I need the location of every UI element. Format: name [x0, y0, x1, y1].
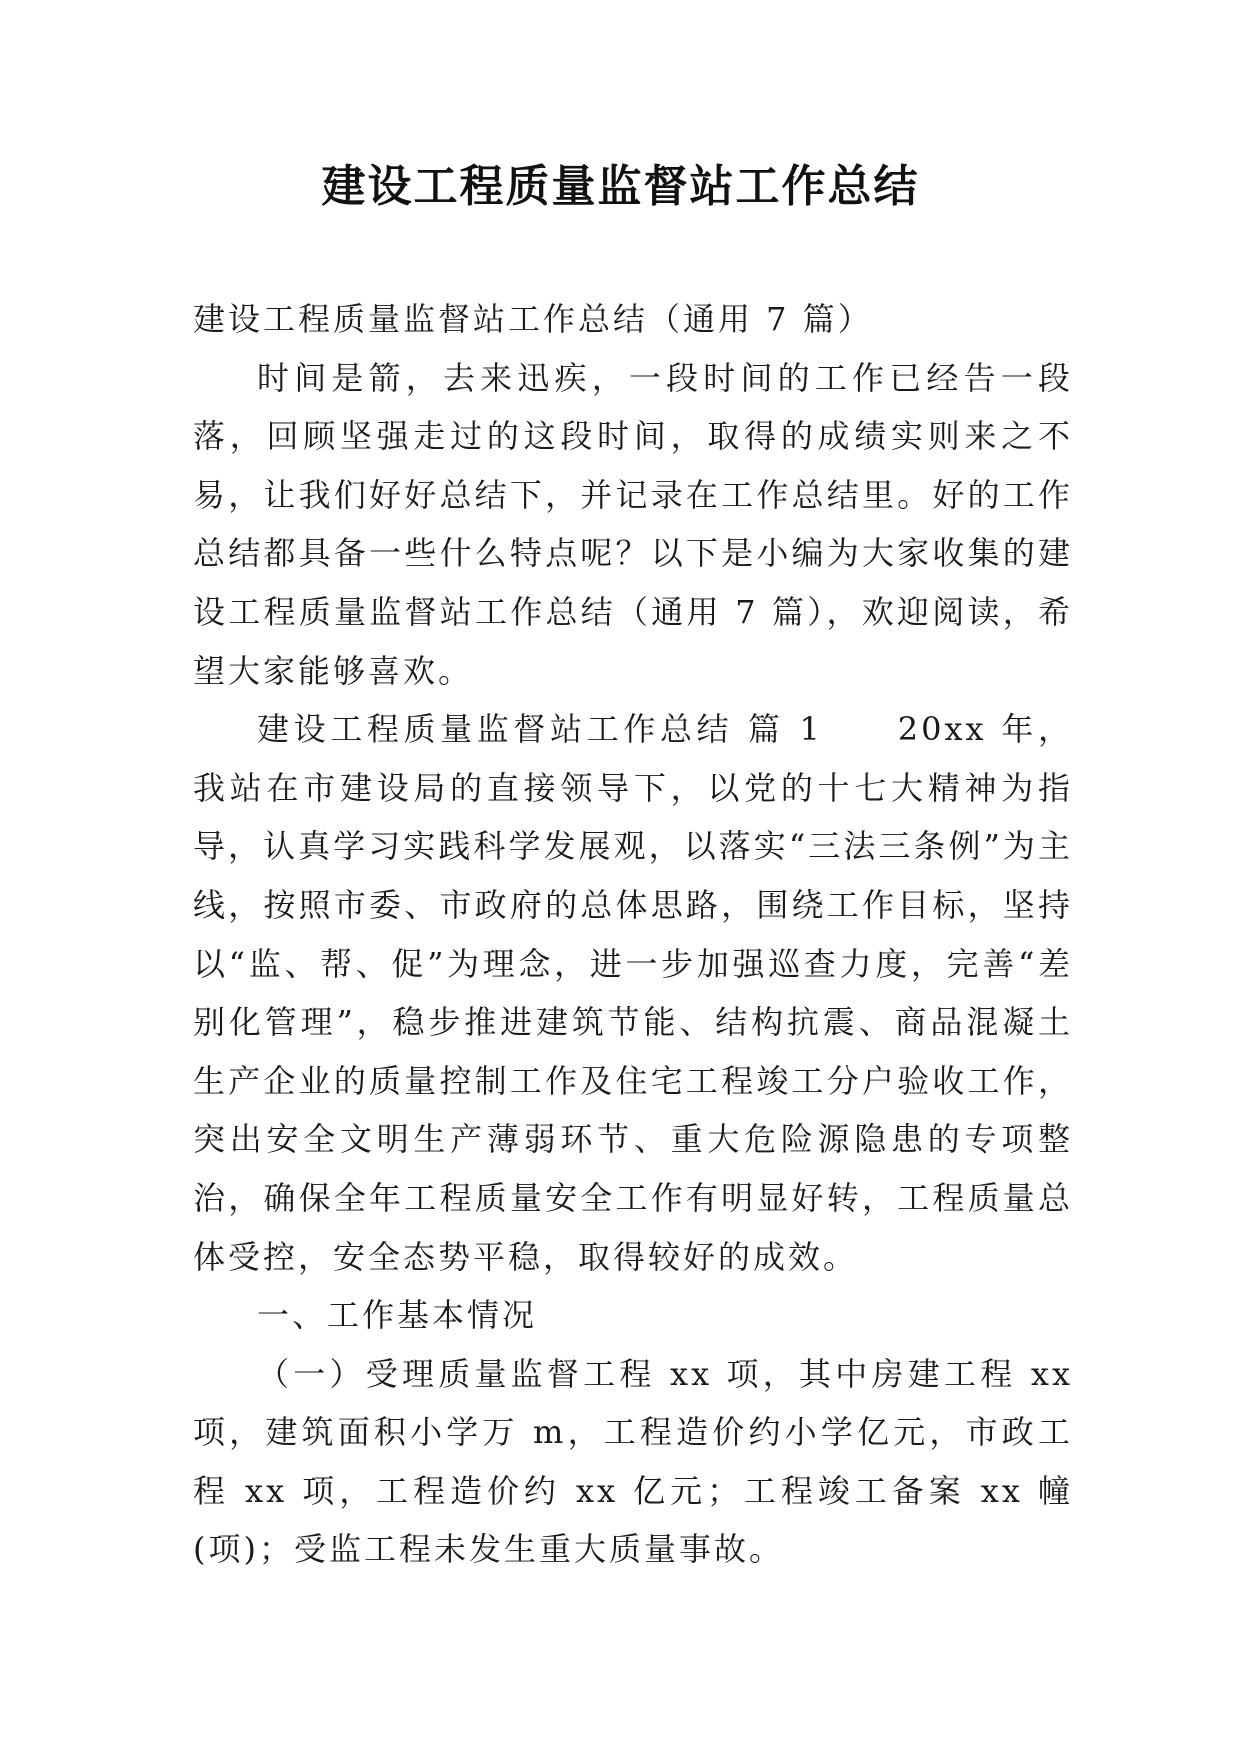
intro-paragraph: 时间是箭，去来迅疾，一段时间的工作已经告一段落，回顾坚强走过的这段时间，取得的成绩实则来之不易，让我们好好总结下，并记录在工作总结里。好的工作总结都具备一些什么特点呢？以下是小编为大家收集的建设工程质量监督站工作总结（通用 7 篇），欢迎阅读，希望大家能够喜欢。 — [193, 358, 1073, 690]
document-title: 建设工程质量监督站工作总结 — [321, 161, 920, 212]
document-body — [193, 290, 1073, 1579]
section-1-paragraph: 建设工程质量监督站工作总结 篇 1 20xx 年，我站在市建设局的直接领导下，以党的十七大精神为指导，认真学习实践科学发展观，以落实“三法三条例”为主线，按照市委、市政府的总体思路，围绕工作目标，坚持以“监、帮、促”为理念，进一步加强巡查力度，完善“差别化管理”，稳步推进建筑节能、结构抗震、商品混凝土生产企业的质量控制工作及住宅工程竣工分户验收工作，突出安全文明生产薄弱环节、重大危险源隐患的专项整治，确保全年工程质量安全工作有明显好转，工程质量总体受控，安全态势平稳，取得较好的成效。 — [193, 710, 1073, 1276]
heading-basic-situation: 一、工作基本情况 — [257, 1296, 538, 1335]
item-1-paragraph: （一）受理质量监督工程 xx 项，其中房建工程 xx 项，建筑面积小学万 m，工程造价约小学亿元，市政工程 xx 项，工程造价约 xx 亿元；工程竣工备案 xx 幢(项)；受监工程未发生重大质量事故。 — [193, 1354, 1073, 1569]
subtitle-paragraph: 建设工程质量监督站工作总结（通用 7 篇） — [193, 300, 873, 338]
